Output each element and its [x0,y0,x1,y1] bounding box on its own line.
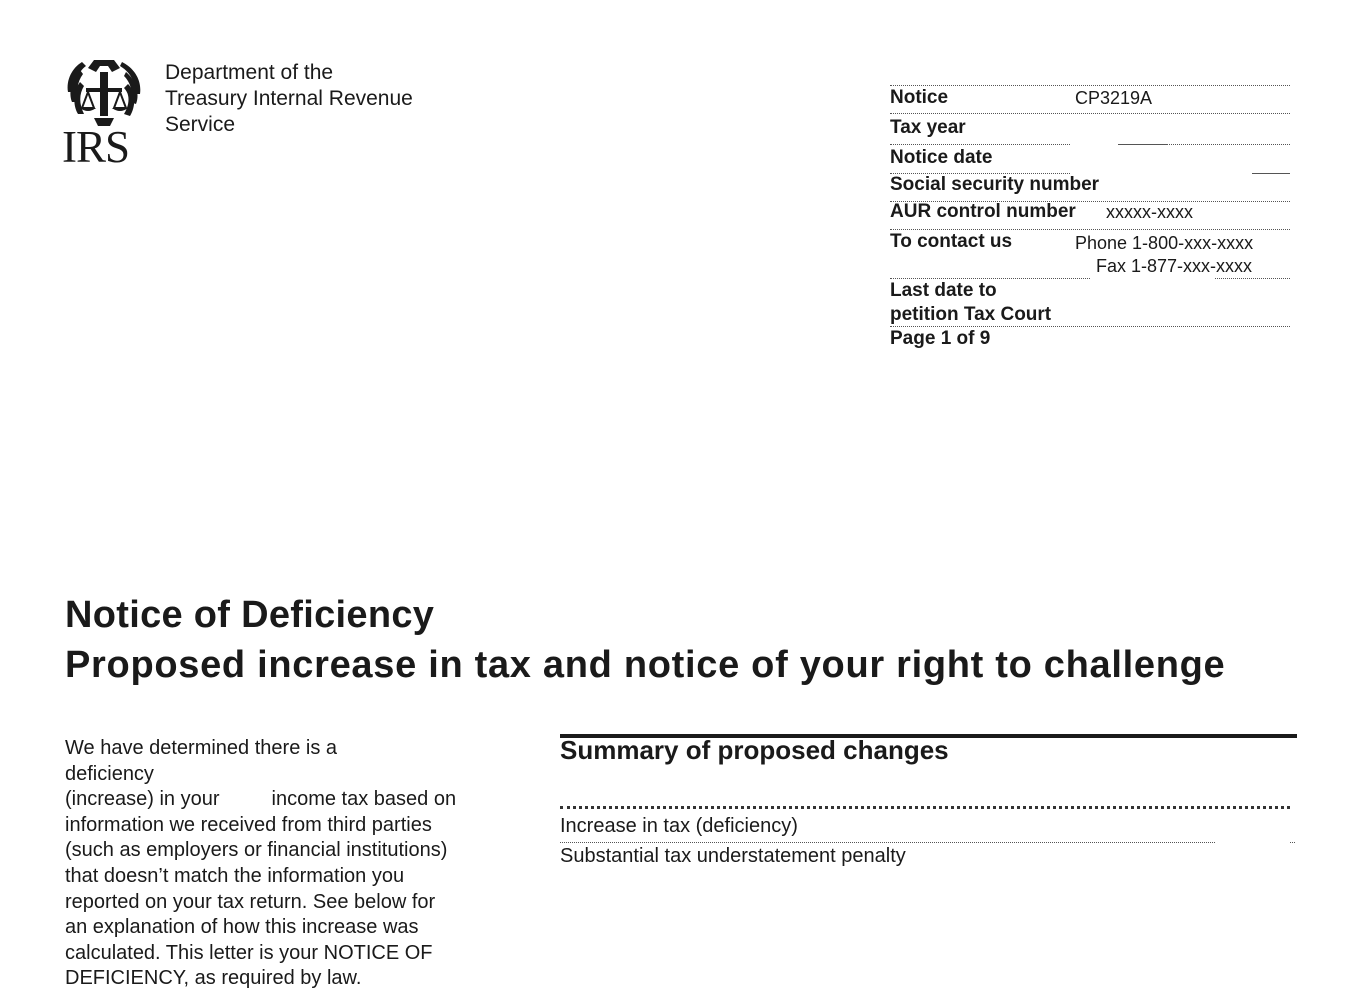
divider [1118,144,1166,145]
summary-row-penalty: Substantial tax understatement penalty [560,845,906,867]
summary-heading: Summary of proposed changes [560,735,949,765]
divider [890,229,1290,230]
agency-name [165,60,413,138]
divider [890,144,1070,145]
agency-line: Department of the [165,61,334,84]
paragraph-line: an explanation of how this increase was [65,916,419,939]
aur-control-value: xxxxx-xxxx [1106,202,1193,222]
summary-dotted-rule [560,806,1290,809]
tax-year-label: Tax year [890,117,966,138]
last-date-label: Last date to [890,280,997,301]
paragraph-line: that doesn’t match the information you [65,864,405,887]
irs-logo [62,58,148,170]
deficiency-explanation [65,736,485,992]
notice-value: CP3219A [1075,88,1153,108]
contact-label: To contact us [890,231,1013,252]
paragraph-line: calculated. This letter is your NOTICE OF [65,941,433,964]
paragraph-line: information we received from third parties [65,813,432,836]
paragraph-line: We have determined there is a [65,737,338,759]
agency-line: Service [165,113,236,136]
paragraph-line [65,787,485,813]
notice-date-label: Notice date [890,147,993,168]
divider [890,85,1290,86]
page-title: Notice of Deficiency [65,594,435,636]
fax-number: Fax 1-877-xxx-xxxx [1096,256,1253,276]
divider [1166,144,1290,145]
paragraph-line: DEFICIENCY, as required by law. [65,967,362,990]
divider [890,113,1290,114]
last-date-label-cont: petition Tax Court [890,304,1052,325]
eagle-emblem-icon [64,58,144,128]
notice-label: Notice [890,87,949,108]
paragraph-text: income tax based on [271,788,457,811]
divider [1290,842,1295,843]
divider [1215,278,1290,279]
divider [560,842,1215,843]
divider [890,326,1290,327]
irs-wordmark: IRS [62,122,130,172]
phone-number: Phone 1-800-xxx-xxxx [1075,233,1254,253]
divider [890,278,1090,279]
divider [1252,173,1290,174]
paragraph-line: (such as employers or financial institutions) [65,839,448,862]
paragraph-line: deficiency [65,762,154,785]
ssn-label: Social security number [890,174,1100,195]
paragraph-text: (increase) in your [65,788,220,811]
page-subtitle: Proposed increase in tax and notice of your right to challenge [65,644,1226,686]
summary-row-deficiency: Increase in tax (deficiency) [560,815,798,837]
page-indicator: Page 1 of 9 [890,328,991,349]
aur-control-label: AUR control number [890,201,1076,222]
agency-line: Treasury Internal Revenue [165,87,413,110]
paragraph-line: reported on your tax return. See below for [65,890,436,913]
